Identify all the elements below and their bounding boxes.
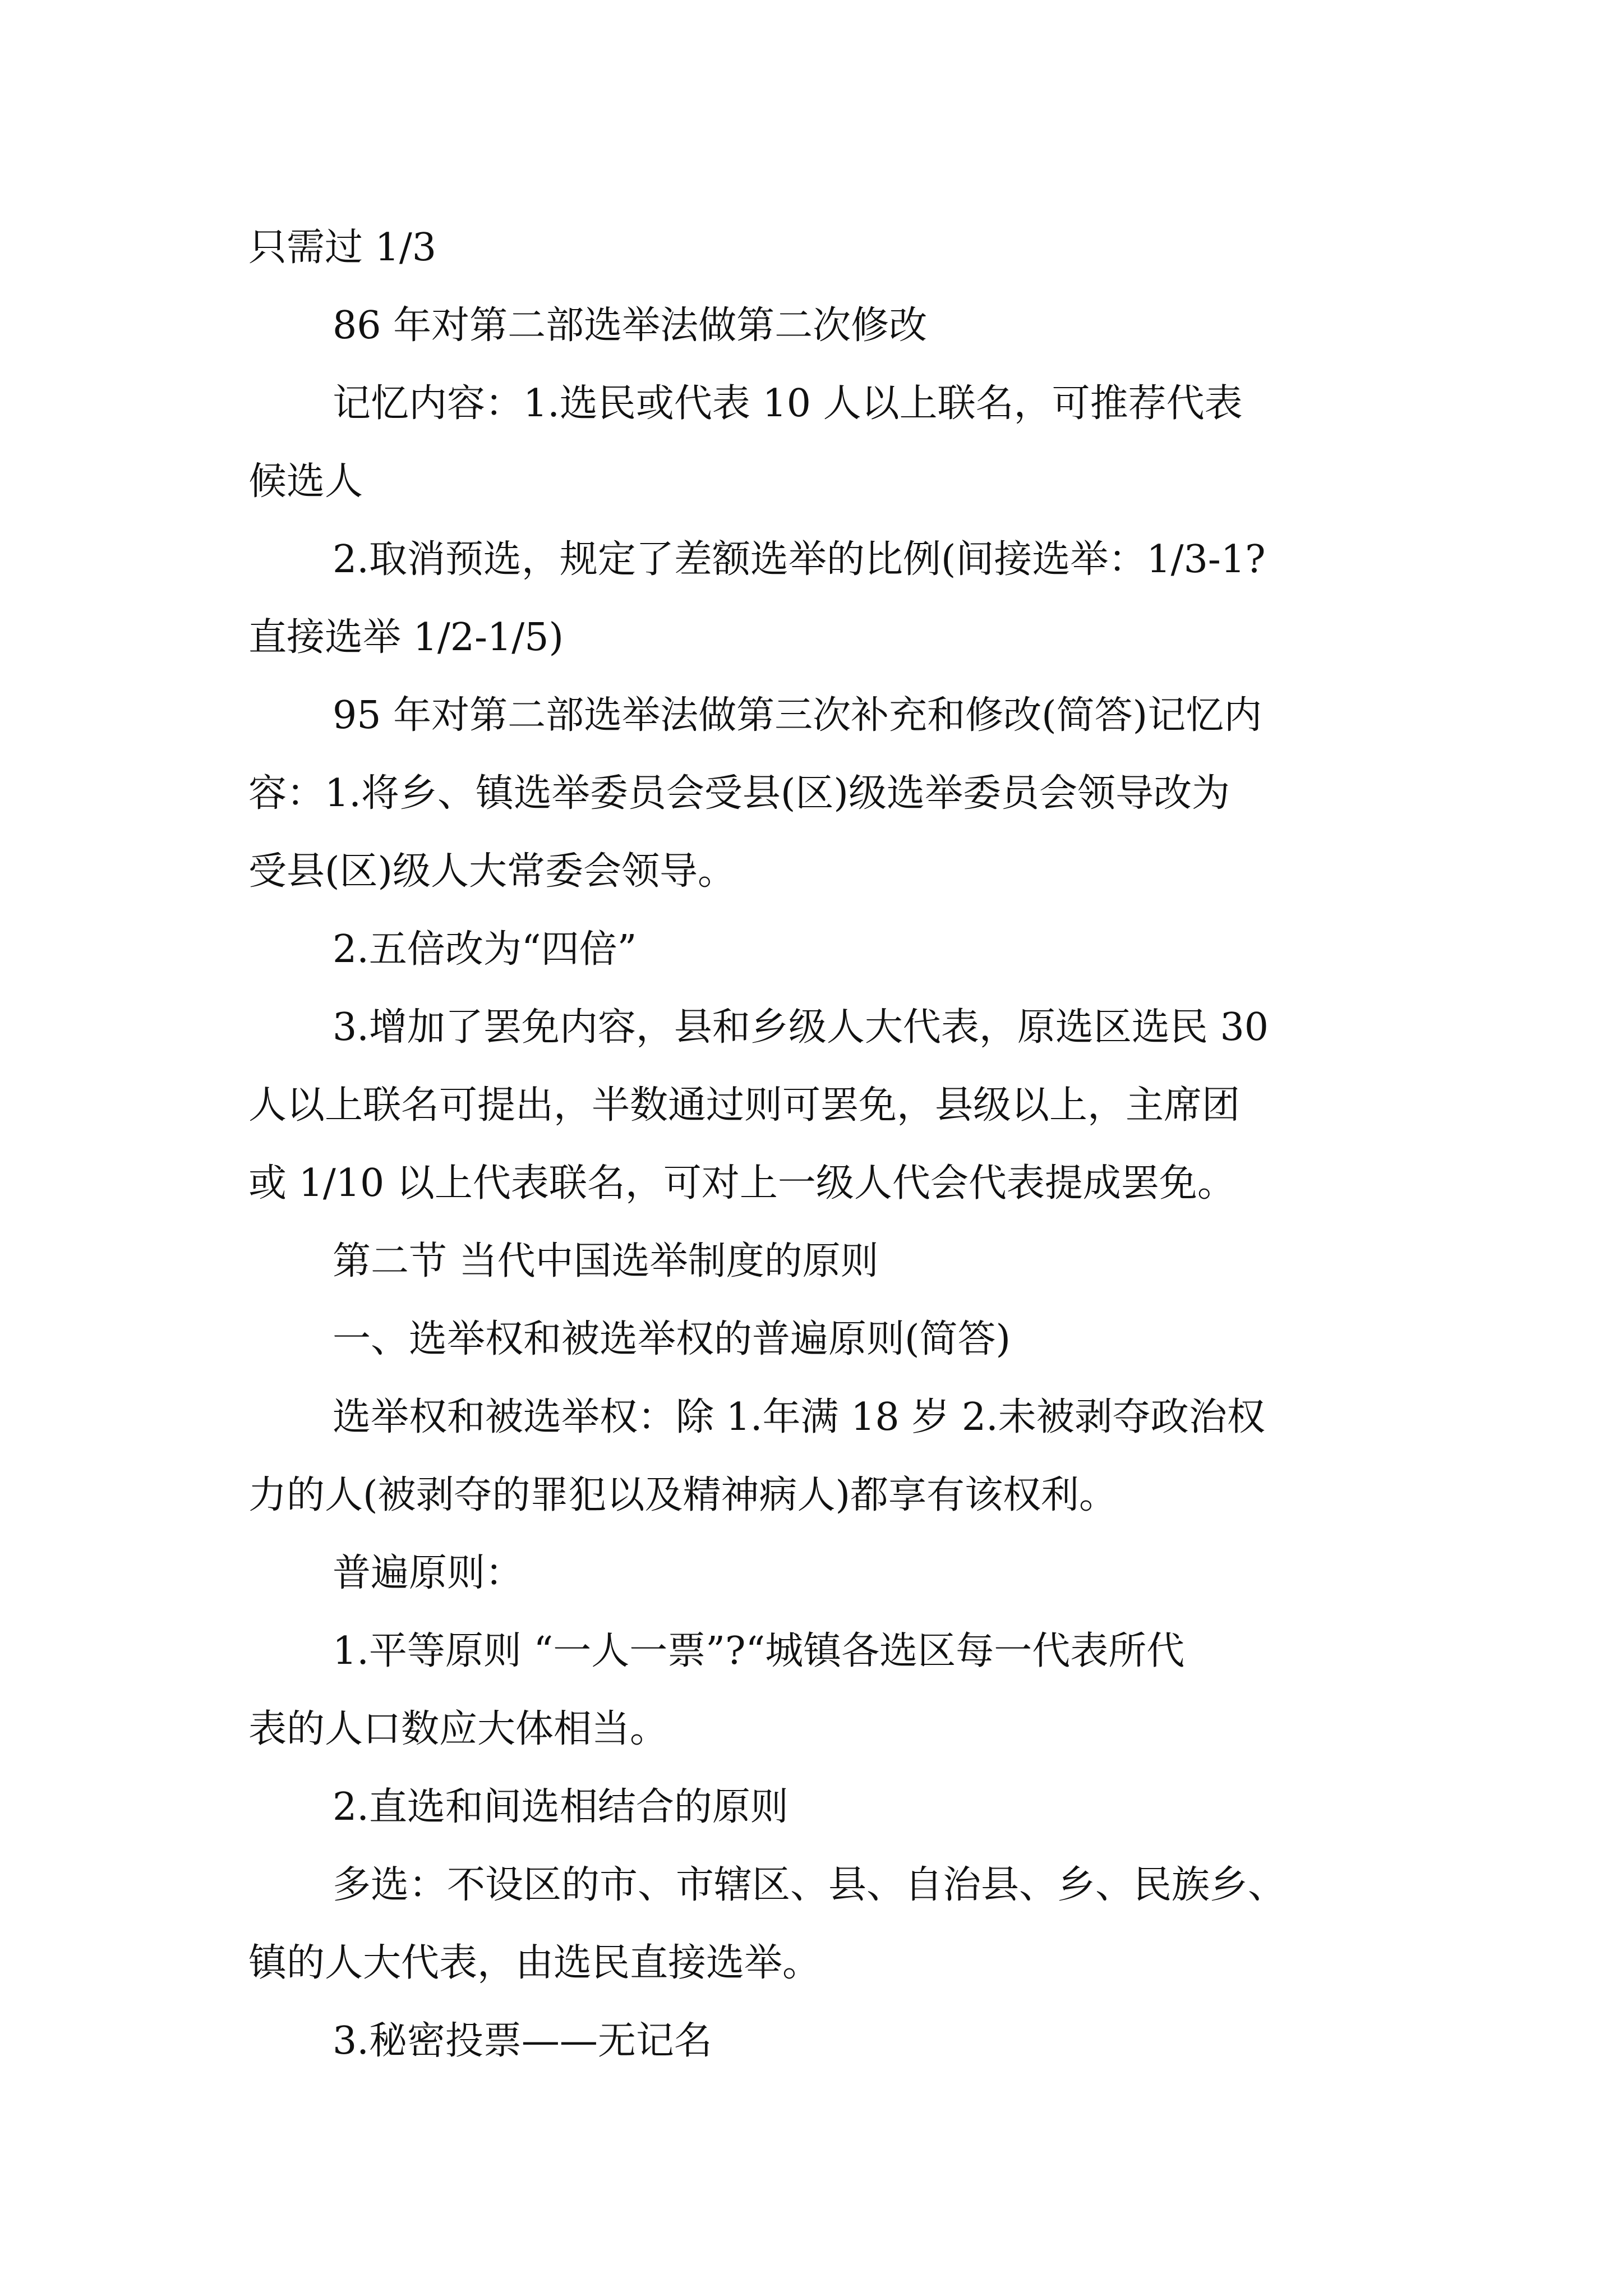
paragraph xyxy=(248,287,1387,365)
text-line: 一、选举权和被选举权的普遍原则(简答) xyxy=(333,1317,1011,1361)
text-line: 2.直选和间选相结合的原则 xyxy=(333,1785,789,1829)
text-line: 多选：不设区的市、市辖区、县、自治县、乡、民族乡、 xyxy=(333,1863,1287,1907)
paragraph xyxy=(248,1378,1387,1534)
section-heading xyxy=(248,1222,1387,1300)
text-line: 3.增加了罢免内容，县和乡级人大代表，原选区选民 30 xyxy=(333,1005,1269,1050)
document-body xyxy=(248,209,1387,2080)
subsection-heading xyxy=(248,1300,1387,1378)
paragraph xyxy=(248,209,1387,287)
text-line: 或 1/10 以上代表联名，可对上一级人代会代表提成罢免。 xyxy=(248,1161,1235,1205)
text-line: 2.五倍改为“四倍” xyxy=(333,927,637,972)
paragraph xyxy=(248,521,1387,677)
text-line: 受县(区)级人大常委会领导。 xyxy=(248,849,736,894)
paragraph xyxy=(248,1768,1387,1846)
text-line: 普遍原则： xyxy=(333,1551,524,1595)
text-line: 记忆内容：1.选民或代表 10 人以上联名，可推荐代表 xyxy=(333,381,1243,426)
text-line: 候选人 xyxy=(248,459,363,504)
paragraph xyxy=(248,677,1387,910)
paragraph xyxy=(248,1534,1387,1612)
text-line: 镇的人大代表，由选民直接选举。 xyxy=(248,1941,821,1985)
text-line: 1.平等原则 “一人一票”?“城镇各选区每一代表所代 xyxy=(333,1629,1185,1673)
text-line: 直接选举 1/2-1/5) xyxy=(248,615,564,660)
paragraph xyxy=(248,365,1387,521)
text-line: 容：1.将乡、镇选举委员会受县(区)级选举委员会领导改为 xyxy=(248,771,1230,816)
paragraph xyxy=(248,1846,1387,2002)
text-line: 3.秘密投票——无记名 xyxy=(333,2019,712,2063)
text-line: 2.取消预选，规定了差额选举的比例(间接选举：1/3-1? xyxy=(333,537,1266,582)
paragraph xyxy=(248,910,1387,988)
text-line: 只需过 1/3 xyxy=(248,226,437,270)
text-line: 人以上联名可提出，半数通过则可罢免，县级以上，主席团 xyxy=(248,1083,1241,1128)
text-line: 95 年对第二部选举法做第三次补充和修改(简答)记忆内 xyxy=(333,693,1262,738)
text-line: 选举权和被选举权：除 1.年满 18 岁 2.未被剥夺政治权 xyxy=(333,1395,1265,1439)
text-line: 力的人(被剥夺的罪犯以及精神病人)都享有该权利。 xyxy=(248,1473,1118,1517)
paragraph xyxy=(248,988,1387,1222)
text-line: 第二节 当代中国选举制度的原则 xyxy=(333,1239,879,1283)
text-line: 表的人口数应大体相当。 xyxy=(248,1707,668,1751)
paragraph xyxy=(248,2002,1387,2080)
text-line: 86 年对第二部选举法做第二次修改 xyxy=(333,303,928,348)
paragraph xyxy=(248,1612,1387,1768)
